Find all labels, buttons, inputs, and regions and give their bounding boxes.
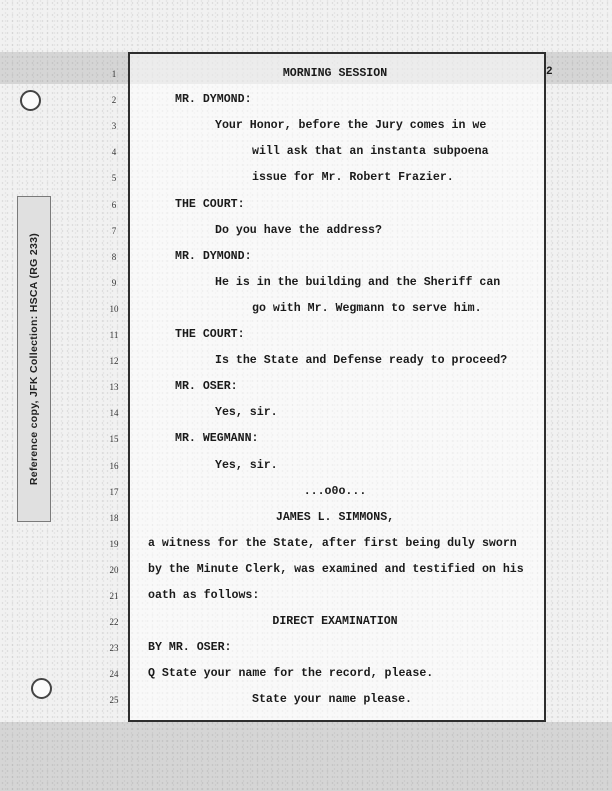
line-text: DIRECT EXAMINATION — [272, 615, 398, 628]
line-number: 20 — [109, 565, 119, 575]
line-number: 15 — [109, 434, 119, 444]
scan-smudge-bottom — [0, 722, 612, 791]
line-text: will ask that an instanta subpoena — [252, 145, 489, 158]
line-number: 1 — [111, 69, 117, 79]
line-number: 22 — [109, 617, 119, 627]
line-text: THE COURT: — [175, 328, 245, 341]
line-text: State your name please. — [252, 693, 413, 706]
line-text: Do you have the address? — [215, 224, 382, 237]
line-number: 11 — [109, 330, 119, 340]
line-text: THE COURT: — [175, 198, 245, 211]
line-number: 17 — [109, 487, 119, 497]
line-text: Is the State and Defense ready to proceed? — [215, 354, 508, 367]
line-number: 13 — [109, 382, 119, 392]
line-text: BY MR. OSER: — [148, 641, 232, 654]
binder-hole-bottom — [31, 678, 52, 699]
line-number: 5 — [111, 173, 117, 183]
line-text: a witness for the State, after first being duly sworn — [148, 537, 517, 550]
line-number: 10 — [109, 304, 119, 314]
line-text: MR. OSER: — [175, 380, 238, 393]
line-text: JAMES L. SIMMONS, — [275, 511, 395, 524]
line-number: 16 — [109, 461, 119, 471]
line-number: 4 — [111, 147, 117, 157]
line-text: Your Honor, before the Jury comes in we — [215, 119, 487, 132]
line-number: 7 — [111, 226, 117, 236]
line-number: 23 — [109, 643, 119, 653]
line-text: issue for Mr. Robert Frazier. — [252, 171, 454, 184]
line-text: Yes, sir. — [215, 459, 278, 472]
line-text: He is in the building and the Sheriff can — [215, 276, 501, 289]
line-number: 24 — [109, 669, 119, 679]
archive-stamp-text: Reference copy, JFK Collection: HSCA (RG 233) — [28, 232, 40, 486]
line-number: 25 — [109, 695, 119, 705]
binder-hole-top — [20, 90, 41, 111]
line-number: 9 — [111, 278, 117, 288]
line-number: 12 — [109, 356, 119, 366]
line-number: 21 — [109, 591, 119, 601]
line-text: ...o0o... — [303, 485, 367, 498]
line-number: 2 — [111, 95, 117, 105]
archive-stamp — [17, 196, 51, 522]
line-text: MR. DYMOND: — [175, 250, 252, 263]
line-number: 18 — [109, 513, 119, 523]
line-number: 14 — [109, 408, 119, 418]
line-text: MR. DYMOND: — [175, 93, 252, 106]
page-number: 2 — [546, 66, 553, 78]
line-text: MORNING SESSION — [282, 67, 388, 80]
line-number: 3 — [111, 121, 117, 131]
line-number: 6 — [111, 200, 117, 210]
line-number: 19 — [109, 539, 119, 549]
line-number: 8 — [111, 252, 117, 262]
line-text: MR. WEGMANN: — [175, 432, 259, 445]
line-text: by the Minute Clerk, was examined and testified on his — [148, 563, 524, 576]
line-text: Yes, sir. — [215, 406, 278, 419]
line-text: Q State your name for the record, please. — [148, 667, 434, 680]
line-text: oath as follows: — [148, 589, 260, 602]
line-text: go with Mr. Wegmann to serve him. — [252, 302, 482, 315]
